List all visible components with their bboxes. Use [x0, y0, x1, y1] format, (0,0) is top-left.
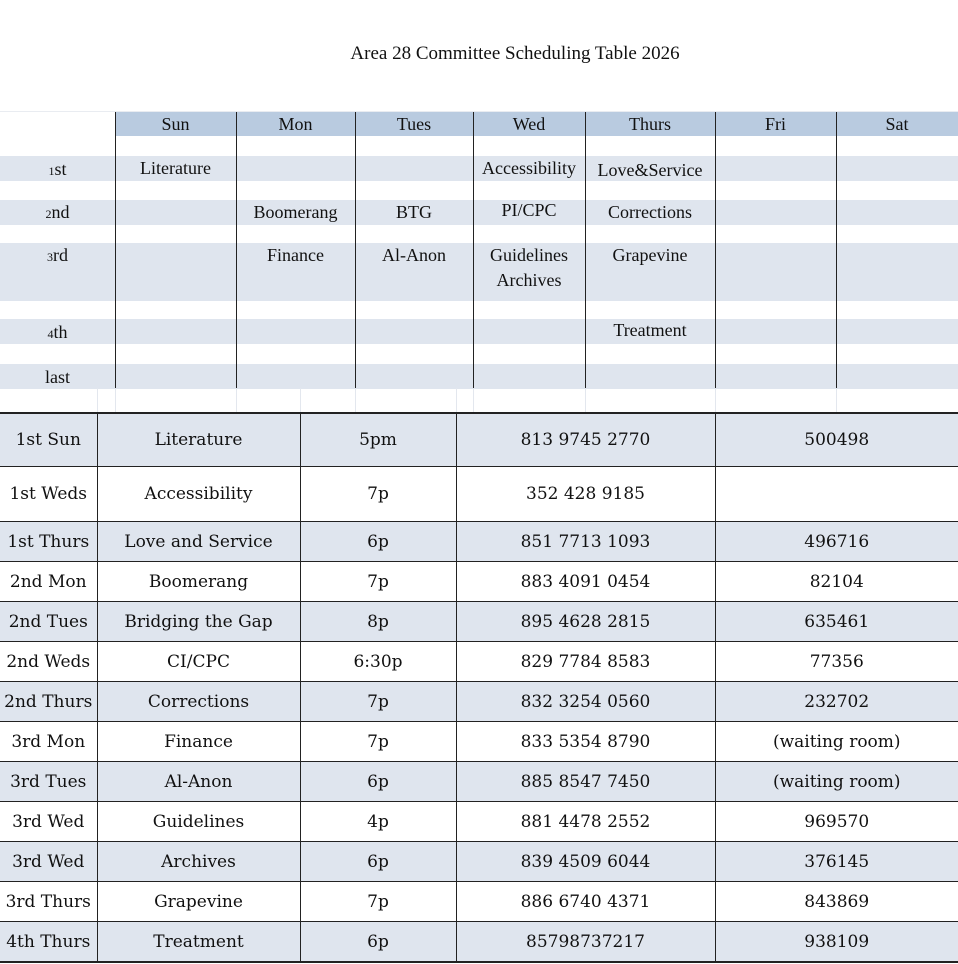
meeting-id: 886 6740 4371	[456, 882, 715, 922]
grid-cell-1st-sun: Literature	[140, 158, 211, 178]
week-suffix: st	[54, 159, 67, 179]
meeting-time: 4p	[300, 802, 456, 842]
meeting-id: 352 428 9185	[456, 467, 715, 522]
meeting-day: 3rd Thurs	[0, 882, 97, 922]
committee-name: Finance	[97, 722, 300, 762]
meeting-day: 2nd Mon	[0, 562, 97, 602]
grid-faint-divider	[236, 388, 237, 412]
meeting-day: 3rd Tues	[0, 762, 97, 802]
day-header-wed: Wed	[512, 114, 546, 134]
passcode: 77356	[715, 642, 958, 682]
grid-cell-3rd-wed-b: Archives	[496, 270, 562, 290]
table-row	[0, 922, 958, 963]
grid-cell-3rd-mon: Finance	[267, 245, 324, 265]
week-number: 4	[47, 327, 54, 341]
row-band-last	[0, 364, 958, 389]
grid-faint-divider	[473, 388, 474, 412]
meeting-day: 3rd Wed	[0, 802, 97, 842]
passcode: 496716	[715, 522, 958, 562]
passcode	[715, 467, 958, 522]
passcode: (waiting room)	[715, 722, 958, 762]
passcode: 82104	[715, 562, 958, 602]
committee-name: Love and Service	[97, 522, 300, 562]
passcode: 969570	[715, 802, 958, 842]
passcode: 843869	[715, 882, 958, 922]
committee-name: Grapevine	[97, 882, 300, 922]
grid-cell-3rd-thurs: Grapevine	[612, 245, 688, 265]
week-label-4th	[0, 322, 115, 343]
table-row	[0, 682, 958, 722]
committee-name: Boomerang	[97, 562, 300, 602]
committee-name: Corrections	[97, 682, 300, 722]
grid-divider	[715, 112, 716, 388]
grid-faint-divider	[715, 388, 716, 412]
grid-faint-divider	[355, 388, 356, 412]
committee-name: Accessibility	[97, 467, 300, 522]
meeting-time: 6p	[300, 842, 456, 882]
table-row	[0, 882, 958, 922]
grid-cell-2nd-tues: BTG	[396, 202, 432, 222]
meeting-id: 881 4478 2552	[456, 802, 715, 842]
passcode: (waiting room)	[715, 762, 958, 802]
table-row	[0, 722, 958, 762]
table-row	[0, 802, 958, 842]
meeting-id: 832 3254 0560	[456, 682, 715, 722]
grid-faint-divider	[585, 388, 586, 412]
meeting-time: 7p	[300, 882, 456, 922]
grid-cell-2nd-mon: Boomerang	[253, 202, 338, 222]
table-row	[0, 467, 958, 522]
meeting-time: 7p	[300, 562, 456, 602]
week-suffix: rd	[53, 245, 68, 265]
week-label-1st	[0, 159, 115, 180]
meeting-time: 5pm	[300, 413, 456, 467]
table-row	[0, 413, 958, 467]
weekly-grid	[0, 0, 958, 412]
meeting-day: 1st Thurs	[0, 522, 97, 562]
meeting-time: 7p	[300, 722, 456, 762]
grid-cell-4th-thurs: Treatment	[613, 320, 687, 340]
table-row	[0, 522, 958, 562]
grid-cell-3rd-wed-a: Guidelines	[490, 245, 568, 265]
committee-name: Al-Anon	[97, 762, 300, 802]
table-row	[0, 602, 958, 642]
table-row	[0, 562, 958, 602]
meeting-day: 1st Sun	[0, 413, 97, 467]
week-suffix: nd	[51, 202, 70, 222]
week-number: 1	[48, 164, 55, 178]
meeting-id: 833 5354 8790	[456, 722, 715, 762]
week-label-2nd	[0, 202, 115, 223]
committee-name: Literature	[97, 413, 300, 467]
schedule-table	[0, 412, 958, 963]
meeting-time: 7p	[300, 682, 456, 722]
committee-name: Archives	[97, 842, 300, 882]
grid-cell-2nd-thurs: Corrections	[608, 202, 692, 222]
grid-divider	[836, 112, 837, 388]
meeting-day: 3rd Wed	[0, 842, 97, 882]
day-header-sat: Sat	[885, 114, 909, 134]
meeting-day: 4th Thurs	[0, 922, 97, 963]
meeting-id: 839 4509 6044	[456, 842, 715, 882]
day-header-sun: Sun	[161, 114, 190, 134]
day-header-mon: Mon	[278, 114, 313, 134]
week-label-3rd	[0, 245, 115, 266]
grid-faint-divider	[97, 388, 98, 412]
passcode: 376145	[715, 842, 958, 882]
day-header-thurs: Thurs	[629, 114, 671, 134]
meeting-time: 6p	[300, 922, 456, 963]
passcode: 500498	[715, 413, 958, 467]
page-title: Area 28 Committee Scheduling Table 2026	[350, 43, 680, 64]
meeting-time: 6p	[300, 762, 456, 802]
row-band-4th	[0, 319, 958, 344]
grid-cell-1st-thurs: Love&Service	[597, 160, 703, 180]
grid-faint-divider	[300, 388, 301, 412]
grid-divider	[115, 112, 116, 388]
meeting-id: 829 7784 8583	[456, 642, 715, 682]
grid-faint-divider	[115, 388, 116, 412]
meeting-id: 883 4091 0454	[456, 562, 715, 602]
meeting-id: 85798737217	[456, 922, 715, 963]
grid-faint-divider	[456, 388, 457, 412]
meeting-day: 1st Weds	[0, 467, 97, 522]
meeting-id: 895 4628 2815	[456, 602, 715, 642]
meeting-day: 2nd Thurs	[0, 682, 97, 722]
meeting-id: 851 7713 1093	[456, 522, 715, 562]
meeting-day: 2nd Weds	[0, 642, 97, 682]
grid-cell-2nd-wed: PI/CPC	[501, 200, 557, 220]
meeting-day: 3rd Mon	[0, 722, 97, 762]
meeting-time: 7p	[300, 467, 456, 522]
meeting-id: 813 9745 2770	[456, 413, 715, 467]
meeting-time: 8p	[300, 602, 456, 642]
committee-name: Guidelines	[97, 802, 300, 842]
meeting-time: 6:30p	[300, 642, 456, 682]
week-number: 2	[45, 207, 52, 221]
meeting-day: 2nd Tues	[0, 602, 97, 642]
meeting-id: 885 8547 7450	[456, 762, 715, 802]
meeting-time: 6p	[300, 522, 456, 562]
grid-cell-1st-wed: Accessibility	[482, 158, 576, 178]
passcode: 232702	[715, 682, 958, 722]
passcode: 635461	[715, 602, 958, 642]
grid-faint-divider	[836, 388, 837, 412]
table-row	[0, 762, 958, 802]
grid-cell-3rd-tues: Al-Anon	[382, 245, 446, 265]
day-header-tues: Tues	[396, 114, 432, 134]
week-suffix: last	[45, 367, 70, 387]
table-row	[0, 842, 958, 882]
committee-name: Bridging the Gap	[97, 602, 300, 642]
committee-name: CI/CPC	[97, 642, 300, 682]
week-number: 3	[47, 250, 53, 264]
day-header-fri: Fri	[764, 114, 786, 134]
committee-name: Treatment	[97, 922, 300, 963]
week-label-last	[0, 367, 115, 388]
table-row	[0, 642, 958, 682]
week-suffix: th	[53, 322, 68, 342]
passcode: 938109	[715, 922, 958, 963]
